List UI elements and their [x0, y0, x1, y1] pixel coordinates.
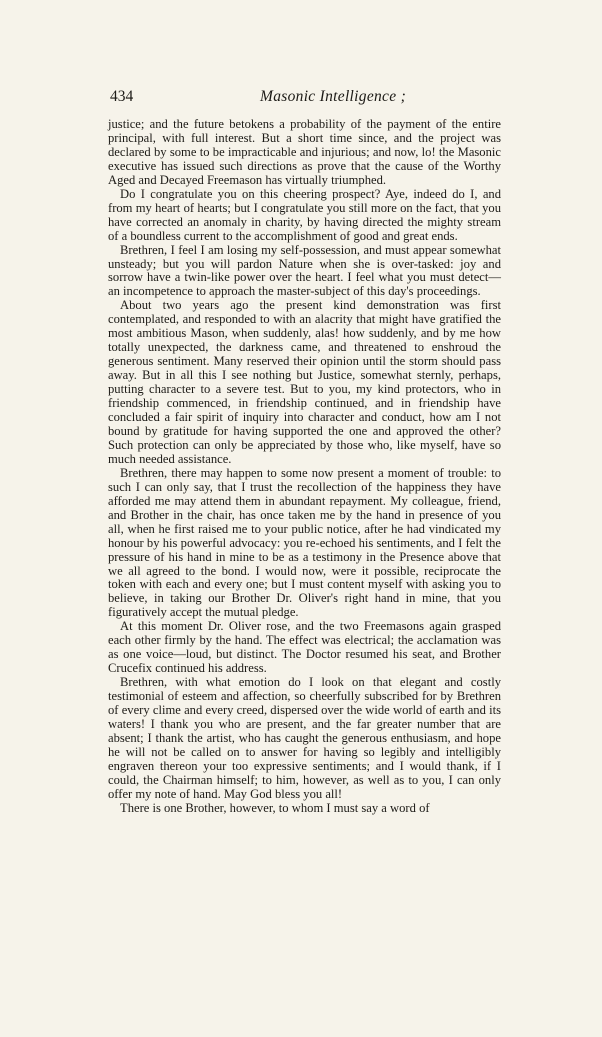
paragraph: Brethren, I feel I am losing my self-possession, and must appear somewhat unsteady; but you will pardon Nature when she is over-tasked: joy and sorrow have a twin-like power over the heart. I feel what you must detect—an incompetence to approach the master-subject of this day's proceedings.	[108, 242, 501, 299]
paragraph: Brethren, there may happen to some now present a moment of trouble: to such I can only say, that I trust the recollection of the happiness they have afforded me may attend them in abundant repayment. My colleague, friend, and Brother in the chair, has once taken me by the hand in presence of you all, when he first raised me to your public notice, after he had vindicated my honour by his powerful advocacy: you re-echoed his sentiments, and I felt the pressure of his hand in mine to be as a testimony in the Presence above that we all agreed to the bond. I would now, were it possible, reciprocate the token with each and every one; but I must content myself with asking you to believe, in taking our Brother Dr. Oliver's right hand in mine, that you figuratively accept the mutual pledge.	[108, 465, 501, 620]
body-text	[108, 118, 501, 816]
running-head: Masonic Intelligence ;	[260, 88, 407, 105]
paragraph: Brethren, with what emotion do I look on that elegant and costly testimonial of esteem and affection, so cheerfully subscribed for by Brethren of every clime and every creed, dispersed over the wide world of earth and its waters! I thank you who are present, and the far greater number that are absent; I thank the artist, who has caught the generous enthusiasm, and hope he will not be called on to answer for having so legibly and intelligibly engraven thereon your too expressive sentiments; and I would thank, if I could, the Chairman himself; to him, however, as well as to you, I can only offer my note of hand. May God bless you all!	[108, 675, 501, 801]
page-header	[110, 88, 500, 110]
paragraph: At this moment Dr. Oliver rose, and the two Freemasons again grasped each other firmly by the hand. The effect was electrical; the acclamation was as one voice—loud, but distinct. The Doctor resumed his seat, and Brother Crucefix continued his address.	[108, 619, 501, 676]
page-number: 434	[110, 88, 134, 105]
paragraph: Do I congratulate you on this cheering prospect? Aye, indeed do I, and from my heart of hearts; but I congratulate you still more on the fact, that you have corrected an anomaly in charity, by having directed the mighty stream of a boundless current to the accomplishment of good and great ends.	[108, 186, 501, 243]
paragraph: justice; and the future betokens a probability of the payment of the entire principal, with full interest. But a short time since, and the project was declared by some to be impracticable and injurious; and now, lo! the Masonic executive has issued such directions as prove that the cause of the Worthy Aged and Decayed Freemason has virtually triumphed.	[108, 117, 501, 187]
paragraph: About two years ago the present kind demonstration was first contemplated, and responded to with an alacrity that might have gratified the most ambitious Mason, when suddenly, alas! how suddenly, and by me how totally unexpected, the darkness came, and threatened to enshroud the generous sentiment. Many reserved their opinion until the storm should pass away. But in all this I see nothing but Justice, somewhat sternly, perhaps, putting character to a severe test. But to you, my kind protectors, who in friendship commenced, in friendship continued, and in friendship have concluded a fair spirit of inquiry into character and conduct, how am I not bound by gratitude for having supported the one and approved the other? Such protection can only be appreciated by those who, like myself, have so much needed assistance.	[108, 298, 501, 466]
paragraph: There is one Brother, however, to whom I must say a word of	[120, 800, 430, 815]
